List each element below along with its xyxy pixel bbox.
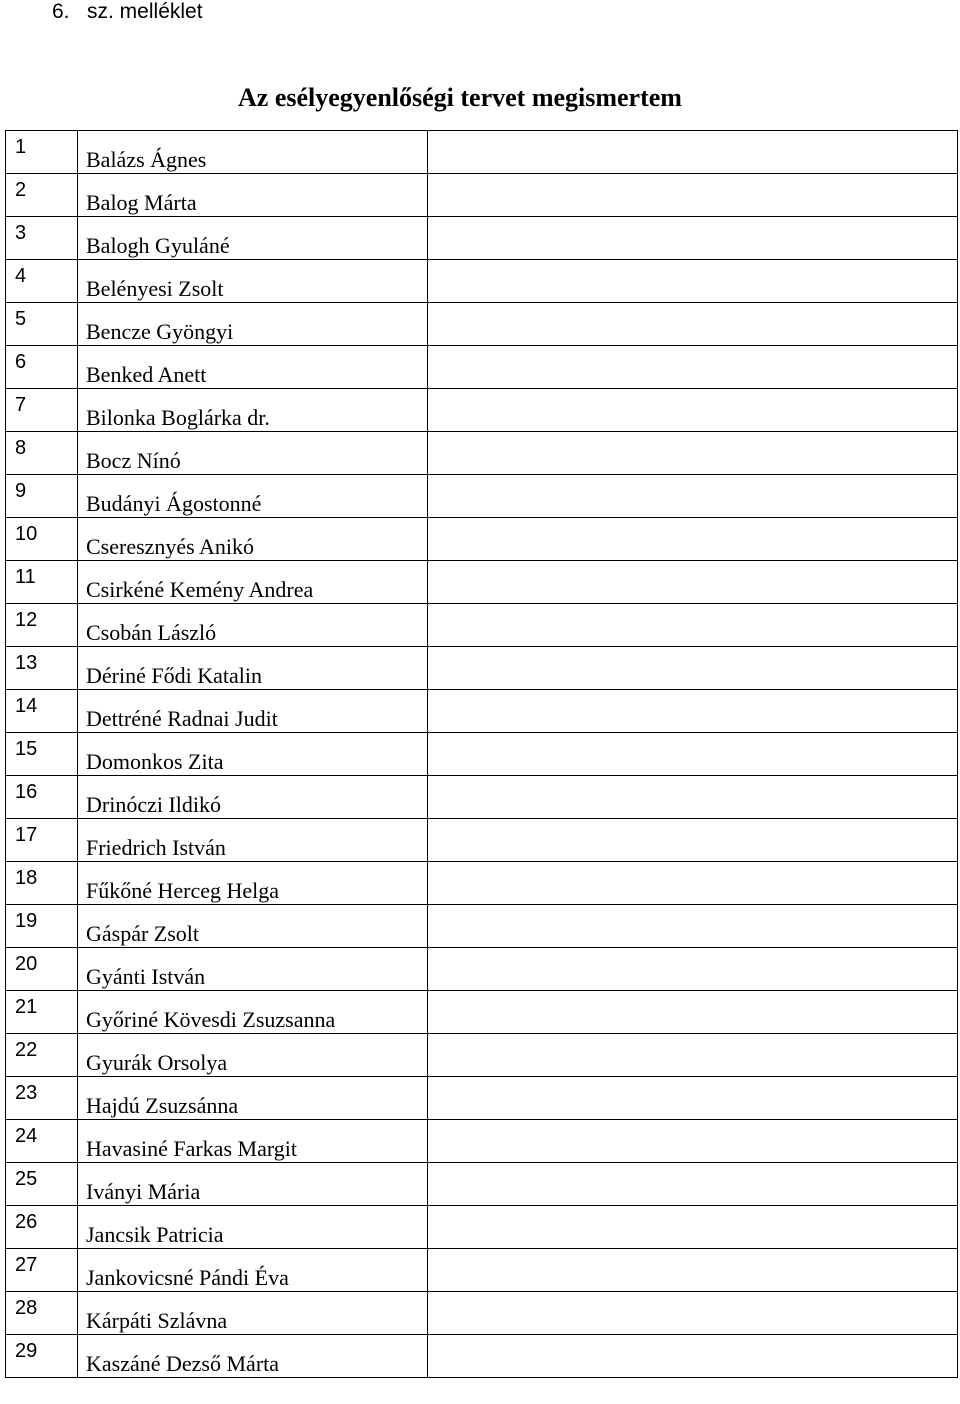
person-name: Csirkéné Kemény Andrea	[86, 577, 314, 602]
row-number: 9	[15, 480, 27, 502]
person-name: Balog Márta	[86, 190, 197, 215]
name-cell	[78, 1292, 428, 1335]
row-number: 16	[15, 781, 38, 803]
person-name: Győriné Kövesdi Zsuzsanna	[86, 1007, 336, 1032]
table-row	[6, 1077, 958, 1120]
row-number-cell	[6, 1120, 78, 1163]
person-name: Benked Anett	[86, 362, 207, 387]
row-number: 19	[15, 910, 38, 932]
person-name: Bilonka Boglárka dr.	[86, 405, 270, 430]
table-row	[6, 1120, 958, 1163]
row-number: 29	[15, 1340, 38, 1362]
name-cell	[78, 217, 428, 260]
row-number-cell	[6, 819, 78, 862]
row-number-cell	[6, 905, 78, 948]
row-number: 20	[15, 953, 38, 975]
row-number: 28	[15, 1297, 38, 1319]
row-number-cell	[6, 389, 78, 432]
table-row	[6, 174, 958, 217]
row-number-cell	[6, 862, 78, 905]
row-number: 27	[15, 1254, 38, 1276]
table-row	[6, 1249, 958, 1292]
person-name: Gyánti István	[86, 964, 206, 989]
signature-cell	[428, 1120, 958, 1163]
person-name: Iványi Mária	[86, 1179, 201, 1204]
table-row	[6, 1292, 958, 1335]
name-cell	[78, 475, 428, 518]
table-row	[6, 647, 958, 690]
signature-cell	[428, 432, 958, 475]
row-number: 24	[15, 1125, 38, 1147]
row-number-cell	[6, 260, 78, 303]
table-row	[6, 819, 958, 862]
row-number: 1	[15, 136, 27, 158]
row-number-cell	[6, 1335, 78, 1378]
row-number: 18	[15, 867, 38, 889]
signature-table-body	[6, 131, 958, 1378]
row-number-cell	[6, 475, 78, 518]
person-name: Budányi Ágostonné	[86, 491, 262, 516]
name-cell	[78, 991, 428, 1034]
row-number-cell	[6, 217, 78, 260]
row-number: 12	[15, 609, 38, 631]
name-cell	[78, 1335, 428, 1378]
person-name: Hajdú Zsuzsánna	[86, 1093, 239, 1118]
row-number-cell	[6, 1206, 78, 1249]
table-row	[6, 131, 958, 174]
person-name: Gyurák Orsolya	[86, 1050, 228, 1075]
signature-cell	[428, 690, 958, 733]
name-cell	[78, 1249, 428, 1292]
row-number: 10	[15, 523, 38, 545]
signature-cell	[428, 991, 958, 1034]
person-name: Fűkőné Herceg Helga	[86, 878, 280, 903]
row-number-cell	[6, 346, 78, 389]
signature-cell	[428, 1163, 958, 1206]
signature-cell	[428, 561, 958, 604]
signature-cell	[428, 1249, 958, 1292]
row-number: 22	[15, 1039, 38, 1061]
row-number: 23	[15, 1082, 38, 1104]
table-row	[6, 690, 958, 733]
name-cell	[78, 819, 428, 862]
name-cell	[78, 1077, 428, 1120]
signature-cell	[428, 174, 958, 217]
row-number-cell	[6, 733, 78, 776]
signature-cell	[428, 389, 958, 432]
person-name: Kárpáti Szlávna	[86, 1308, 228, 1333]
signature-cell	[428, 475, 958, 518]
person-name: Dettréné Radnai Judit	[86, 706, 278, 731]
row-number: 13	[15, 652, 38, 674]
row-number: 8	[15, 437, 27, 459]
name-cell	[78, 131, 428, 174]
person-name: Friedrich István	[86, 835, 226, 860]
name-cell	[78, 690, 428, 733]
table-row	[6, 217, 958, 260]
name-cell	[78, 1034, 428, 1077]
row-number: 14	[15, 695, 38, 717]
row-number-cell	[6, 518, 78, 561]
person-name: Belényesi Zsolt	[86, 276, 224, 301]
table-row	[6, 346, 958, 389]
table-row	[6, 948, 958, 991]
name-cell	[78, 260, 428, 303]
row-number: 6	[15, 351, 27, 373]
annex-label: 6. sz. melléklet	[52, 0, 203, 23]
signature-cell	[428, 1206, 958, 1249]
row-number-cell	[6, 131, 78, 174]
name-cell	[78, 733, 428, 776]
signature-cell	[428, 948, 958, 991]
person-name: Jancsik Patricia	[86, 1222, 224, 1247]
name-cell	[78, 604, 428, 647]
table-row	[6, 1034, 958, 1077]
row-number-cell	[6, 647, 78, 690]
row-number-cell	[6, 991, 78, 1034]
row-number-cell	[6, 948, 78, 991]
name-cell	[78, 948, 428, 991]
row-number-cell	[6, 1163, 78, 1206]
name-cell	[78, 518, 428, 561]
row-number-cell	[6, 776, 78, 819]
table-row	[6, 518, 958, 561]
person-name: Bencze Gyöngyi	[86, 319, 234, 344]
name-cell	[78, 303, 428, 346]
name-cell	[78, 561, 428, 604]
person-name: Drinóczi Ildikó	[86, 792, 222, 817]
row-number-cell	[6, 174, 78, 217]
person-name: Csobán László	[86, 620, 217, 645]
signature-cell	[428, 647, 958, 690]
row-number: 3	[15, 222, 27, 244]
signature-cell	[428, 819, 958, 862]
signature-cell	[428, 518, 958, 561]
row-number-cell	[6, 1034, 78, 1077]
table-row	[6, 1335, 958, 1378]
row-number: 15	[15, 738, 38, 760]
row-number-cell	[6, 690, 78, 733]
person-name: Domonkos Zita	[86, 749, 224, 774]
row-number: 11	[15, 566, 36, 588]
person-name: Cseresznyés Anikó	[86, 534, 255, 559]
row-number-cell	[6, 1077, 78, 1120]
table-row	[6, 389, 958, 432]
row-number-cell	[6, 561, 78, 604]
name-cell	[78, 776, 428, 819]
signature-cell	[428, 604, 958, 647]
row-number-cell	[6, 303, 78, 346]
signature-cell	[428, 1034, 958, 1077]
table-row	[6, 561, 958, 604]
row-number: 26	[15, 1211, 38, 1233]
table-row	[6, 733, 958, 776]
name-cell	[78, 647, 428, 690]
signature-cell	[428, 1335, 958, 1378]
person-name: Balogh Gyuláné	[86, 233, 230, 258]
table-row	[6, 475, 958, 518]
name-cell	[78, 905, 428, 948]
name-cell	[78, 174, 428, 217]
person-name: Havasiné Farkas Margit	[86, 1136, 297, 1161]
name-cell	[78, 1163, 428, 1206]
page-title: Az esélyegyenlőségi tervet megismertem	[238, 83, 682, 112]
name-cell	[78, 1206, 428, 1249]
person-name: Dériné Fődi Katalin	[86, 663, 262, 688]
row-number: 21	[15, 996, 38, 1018]
row-number: 2	[15, 179, 27, 201]
person-name: Gáspár Zsolt	[86, 921, 200, 946]
row-number-cell	[6, 604, 78, 647]
name-cell	[78, 862, 428, 905]
row-number: 17	[15, 824, 38, 846]
table-row	[6, 905, 958, 948]
row-number: 25	[15, 1168, 38, 1190]
row-number: 5	[15, 308, 27, 330]
signature-cell	[428, 905, 958, 948]
signature-cell	[428, 260, 958, 303]
signature-cell	[428, 1077, 958, 1120]
person-name: Balázs Ágnes	[86, 147, 207, 172]
table-row	[6, 432, 958, 475]
name-cell	[78, 432, 428, 475]
table-row	[6, 303, 958, 346]
table-row	[6, 604, 958, 647]
signature-cell	[428, 217, 958, 260]
name-cell	[78, 1120, 428, 1163]
signature-cell	[428, 1292, 958, 1335]
row-number: 4	[15, 265, 27, 287]
person-name: Kaszáné Dezső Márta	[86, 1351, 280, 1376]
row-number-cell	[6, 1292, 78, 1335]
table-row	[6, 1206, 958, 1249]
table-row	[6, 776, 958, 819]
table-row	[6, 862, 958, 905]
table-row	[6, 260, 958, 303]
signature-cell	[428, 776, 958, 819]
signature-table	[5, 130, 958, 1378]
table-row	[6, 991, 958, 1034]
signature-cell	[428, 303, 958, 346]
table-row	[6, 1163, 958, 1206]
name-cell	[78, 389, 428, 432]
signature-cell	[428, 346, 958, 389]
signature-cell	[428, 131, 958, 174]
person-name: Jankovicsné Pándi Éva	[86, 1265, 289, 1290]
name-cell	[78, 346, 428, 389]
signature-cell	[428, 733, 958, 776]
signature-cell	[428, 862, 958, 905]
row-number-cell	[6, 432, 78, 475]
row-number: 7	[15, 394, 27, 416]
row-number-cell	[6, 1249, 78, 1292]
person-name: Bocz Nínó	[86, 448, 181, 473]
